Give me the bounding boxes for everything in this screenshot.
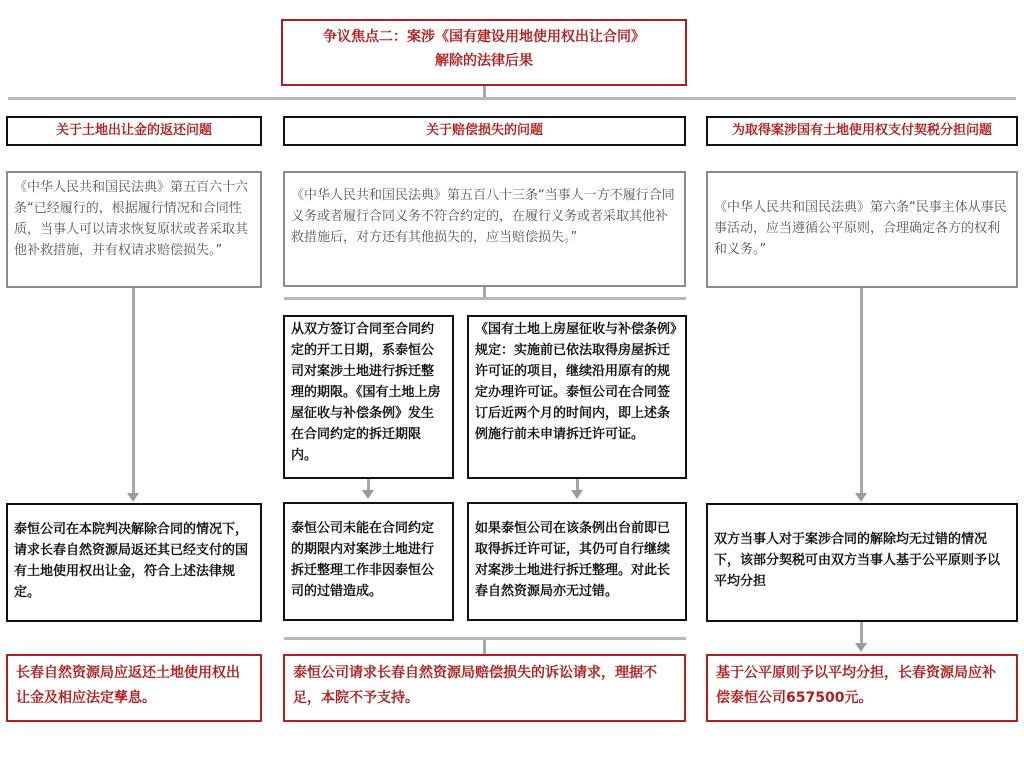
conclusion-deed-tax: 基于公平原则予以平均分担，长春资源局应补偿泰恒公司657500元。 [706, 654, 1018, 722]
conclusion-damages: 泰恒公司请求长春自然资源局赔偿损失的诉讼请求，理据不足，本院不予支持。 [283, 654, 686, 722]
connector-col3-law-fact [860, 287, 863, 494]
arrow-col3-conclusion [855, 643, 867, 652]
arrow-col2b-fact [571, 490, 583, 499]
connector-col1-law-fact [132, 287, 135, 494]
title-line1: 争议焦点二：案涉《国有建设用地使用权出让合同》 [323, 29, 645, 45]
top-divider [8, 97, 1016, 100]
fact-deed-tax-sharing: 双方当事人对于案涉合同的解除均无过错的情况下，该部分契税可由双方当事人基于公平原则予以平均分担 [706, 503, 1018, 622]
law-article-566: 《中华人民共和国民法典》第五百六十六条“已经履行的，根据履行情况和合同性质，当事人可以请求恢复原状或者采取其他补救措施，并有权请求赔偿损失。” [6, 171, 262, 288]
issue-heading-damages: 关于赔偿损失的问题 [283, 116, 686, 146]
fact-bureau-not-at-fault: 如果泰恒公司在该条例出台前即已取得拆迁许可证，其仍可自行继续对案涉土地进行拆迁整理。对此长春自然资源局亦无过错。 [467, 502, 687, 621]
issue-heading-refund: 关于土地出让金的返还问题 [6, 116, 262, 146]
fact-not-taiheng-fault: 泰恒公司未能在合同约定的期限内对案涉土地进行拆迁整理工作非因泰恒公司的过错造成。 [283, 502, 454, 621]
law-article-6: 《中华人民共和国民法典》第六条“民事主体从事民事活动，应当遵循公平原则，合理确定各方的权利和义务。” [706, 171, 1018, 288]
fact-refund-request: 泰恒公司在本院判决解除合同的情况下，请求长春自然资源局返还其已经支付的国有土地使用权出让金，符合上述法律规定。 [6, 503, 262, 622]
connector-col2-conclusion [483, 639, 486, 654]
title-line2: 解除的法律后果 [435, 53, 533, 69]
dispute-focus-title [281, 19, 687, 86]
connector-col3-conclusion [860, 622, 863, 644]
basis-demolition-period: 从双方签订合同至合同约定的开工日期，系泰恒公司对案涉土地进行拆迁整理的期限。《国有土地上房屋征收与补偿条例》发生在合同约定的拆迁期限内。 [283, 315, 454, 479]
issue-heading-deed-tax: 为取得案涉国有土地使用权支付契税分担问题 [706, 116, 1018, 146]
arrow-col3-fact [855, 493, 867, 502]
arrow-col1-fact [127, 493, 139, 502]
basis-expropriation-regulation: 《国有土地上房屋征收与补偿条例》规定：实施前已依法取得房屋拆迁许可证的项目，继续沿用原有的规定办理许可证。泰恒公司在合同签订后近两个月的时间内，即上述条例施行前未申请拆迁许可证。 [467, 315, 687, 479]
arrow-col2a-fact [362, 490, 374, 499]
conclusion-refund: 长春自然资源局应返还土地使用权出让金及相应法定孳息。 [6, 654, 262, 722]
law-article-583: 《中华人民共和国民法典》第五百八十三条“当事人一方不履行合同义务或者履行合同义务不符合约定的，在履行义务或者采取其他补救措施后，对方还有其他损失的，应当赔偿损失。” [283, 171, 686, 287]
col2-upper-divider [284, 297, 686, 300]
